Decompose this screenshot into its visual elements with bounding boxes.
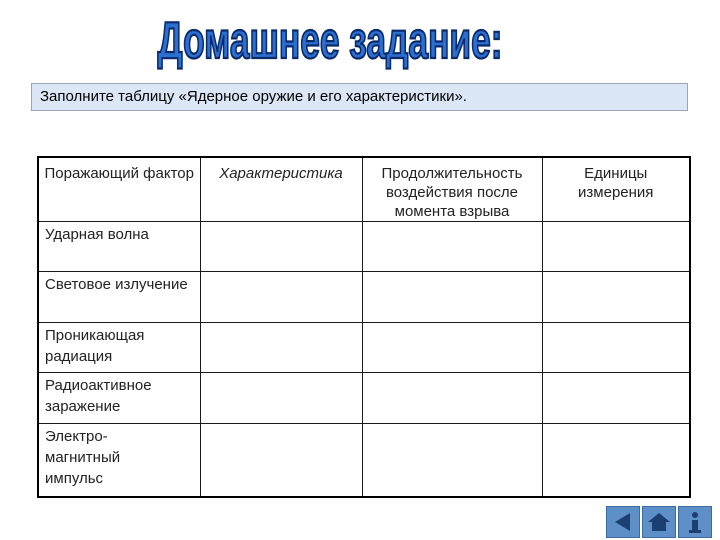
empty-cell[interactable] (542, 323, 690, 373)
table-row (38, 424, 690, 497)
table-header-row (38, 157, 690, 222)
back-arrow-icon (612, 511, 634, 533)
table-row (38, 323, 690, 373)
empty-cell[interactable] (542, 222, 690, 272)
empty-cell[interactable] (200, 222, 362, 272)
row-label: Проникающая радиация (45, 327, 145, 365)
home-icon (647, 511, 671, 533)
header-cell (38, 157, 200, 222)
table-row (38, 373, 690, 424)
header-units: Единицы измерения (578, 165, 654, 201)
slide-navigation (606, 506, 716, 538)
row-label: Ударная волна (45, 226, 149, 243)
empty-cell[interactable] (542, 373, 690, 424)
page-title-text: Домашнее задание: (157, 12, 503, 70)
empty-cell[interactable] (362, 323, 542, 373)
row-label: Световое излучение (45, 276, 188, 293)
empty-cell[interactable] (362, 222, 542, 272)
row-label-cell (38, 323, 200, 373)
row-label-cell (38, 424, 200, 497)
header-characteristic: Характеристика (219, 165, 343, 182)
back-button[interactable] (606, 506, 640, 538)
empty-cell[interactable] (542, 424, 690, 497)
home-button[interactable] (642, 506, 676, 538)
row-label: Электро- магнитный импульс (45, 428, 121, 487)
info-icon (684, 510, 706, 534)
row-label-cell (38, 373, 200, 424)
header-damage-factor: Поражающий фактор (44, 165, 194, 182)
empty-cell[interactable] (200, 272, 362, 323)
empty-cell[interactable] (362, 373, 542, 424)
task-instruction: Заполните таблицу «Ядерное оружие и его характеристики». (31, 83, 688, 111)
info-button[interactable] (678, 506, 712, 538)
header-cell (362, 157, 542, 222)
header-duration: Продолжительность воздействия после момента взрыва (381, 165, 523, 220)
header-cell (542, 157, 690, 222)
empty-cell[interactable] (200, 323, 362, 373)
table-row (38, 222, 690, 272)
empty-cell[interactable] (542, 272, 690, 323)
table-row (38, 272, 690, 323)
header-cell (200, 157, 362, 222)
empty-cell[interactable] (362, 272, 542, 323)
empty-cell[interactable] (362, 424, 542, 497)
homework-table (37, 156, 691, 498)
row-label: Радиоактивное заражение (45, 377, 152, 415)
empty-cell[interactable] (200, 373, 362, 424)
empty-cell[interactable] (200, 424, 362, 497)
row-label-cell (38, 222, 200, 272)
row-label-cell (38, 272, 200, 323)
page-title (0, 6, 720, 70)
